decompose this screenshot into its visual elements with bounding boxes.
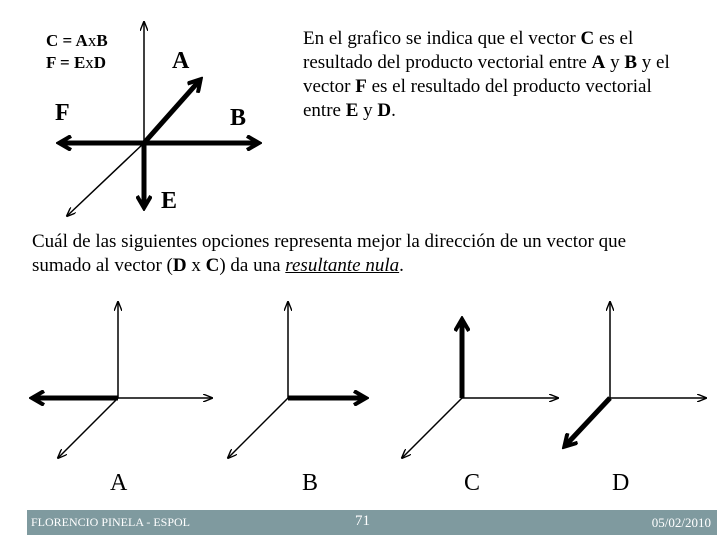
vector-a-arrow xyxy=(144,80,200,143)
option-b-diagram xyxy=(228,302,365,458)
axis-diagonal xyxy=(67,143,144,216)
label-f: F xyxy=(55,100,70,126)
option-d-label: D xyxy=(612,470,630,496)
description-text: En el grafico se indica que el vector C es el resultado del producto vectorial entre A y B y el vector F es el resultado del producto vectorial entre E y D. xyxy=(303,28,670,121)
option-c-diagram xyxy=(402,320,558,458)
footer-page-number: 71 xyxy=(355,513,370,529)
label-b: B xyxy=(230,105,247,131)
formula-c: C = AxB xyxy=(46,31,108,50)
footer-date: 05/02/2010 xyxy=(651,515,711,530)
label-a: A xyxy=(172,48,190,74)
option-a-label: A xyxy=(110,470,128,496)
option-a-diagram xyxy=(33,302,212,458)
option-d-diagram xyxy=(565,302,706,446)
option-c-label: C xyxy=(464,470,481,496)
footer-bar xyxy=(27,510,717,535)
option-b-label: B xyxy=(302,470,319,496)
label-e: E xyxy=(161,188,178,214)
question-text: Cuál de las siguientes opciones representa mejor la dirección de un vector que sumado al vector (D x C) da una resultante nula. xyxy=(32,231,627,276)
formula-f: F = ExD xyxy=(46,53,107,72)
footer-author: FLORENCIO PINELA - ESPOL xyxy=(31,515,191,529)
